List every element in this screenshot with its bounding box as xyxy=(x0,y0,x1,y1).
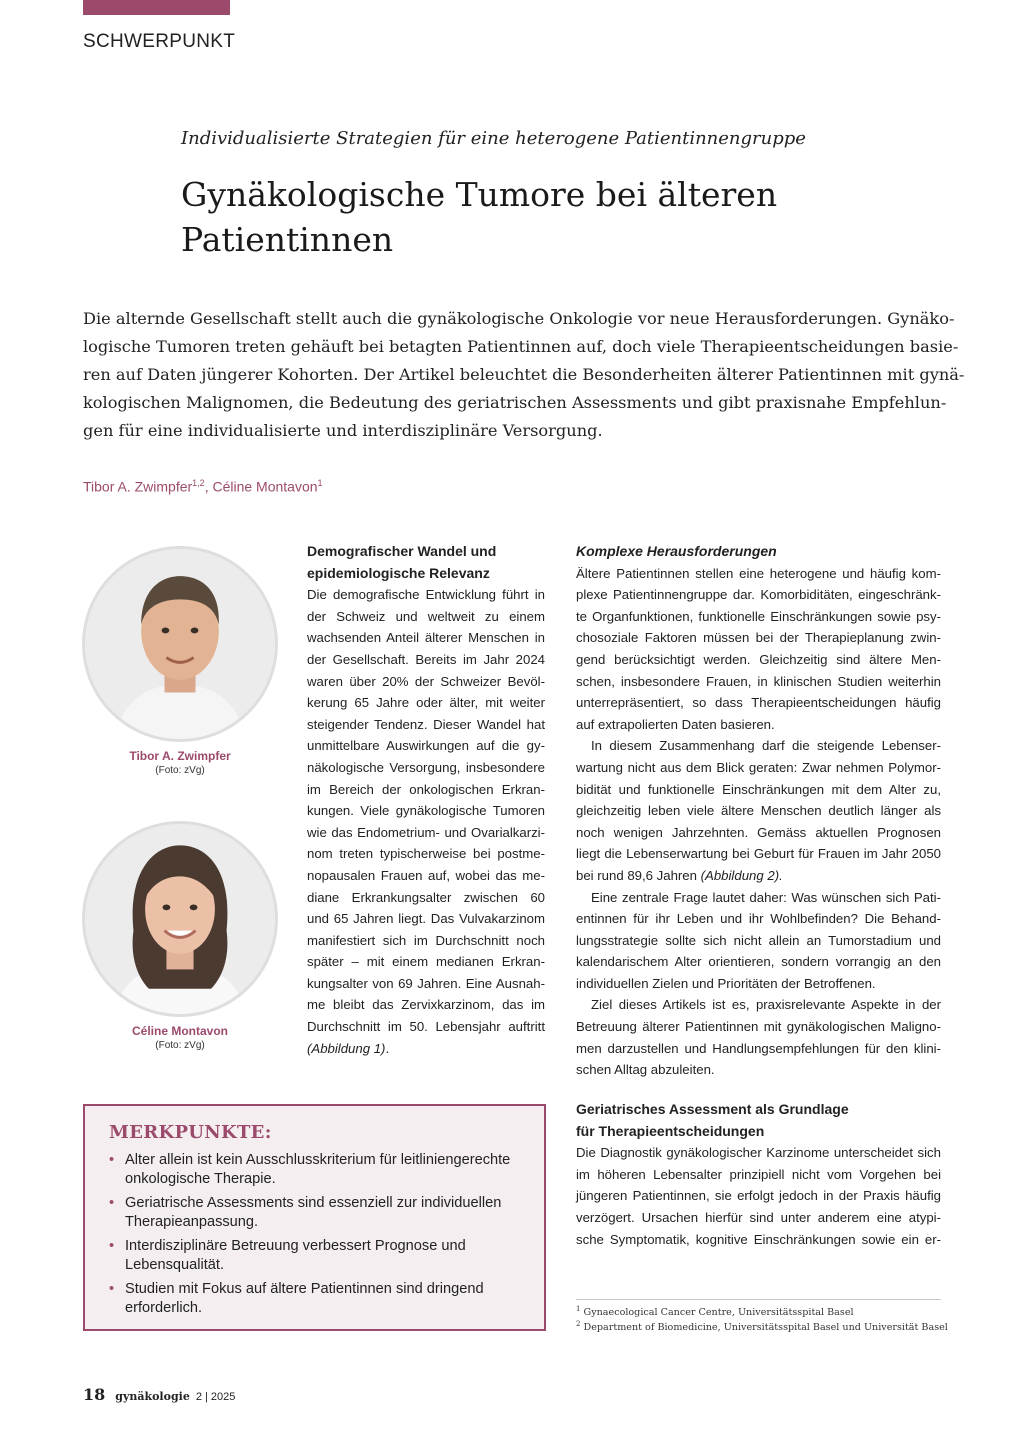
body-line: jüngeren Patientinnen, sie erfolgt jedoch in der Praxis häufig xyxy=(576,1188,941,1204)
list-item xyxy=(109,1151,526,1189)
lead-line: gen für eine individualisierte und interdisziplinäre Versorgung. xyxy=(83,421,603,440)
body-line: nopausalen Frauen auf, wobei das me- xyxy=(307,867,545,883)
lead-line: Die alternde Gesellschaft stellt auch die gynäkologische Onkologie vor neue Herausforderungen. Gynäko- xyxy=(83,309,955,328)
page-number: 18 xyxy=(83,1385,106,1404)
footnote-divider xyxy=(576,1299,941,1300)
list-item xyxy=(109,1237,526,1275)
section-heading: Geriatrisches Assessment als Grundlage xyxy=(576,1101,849,1117)
body-line: nom treten typischerweise bei postme- xyxy=(307,846,545,862)
body-line: unterrepräsentiert, so dass Therapieentscheidungen häufig xyxy=(576,695,941,711)
article-authors xyxy=(83,478,323,495)
body-line: Die Diagnostik gynäkologischer Karzinome unterscheidet sich xyxy=(576,1145,941,1161)
portrait-caption-name: Tibor A. Zwimpfer xyxy=(129,749,231,763)
footnote-marker: 2 xyxy=(576,1320,581,1328)
title-line: Patientinnen xyxy=(181,220,394,259)
portrait-caption-credit: (Foto: zVg) xyxy=(155,1040,205,1051)
body-line: lungsstrategie sollte sich nicht allein an Tumorstadium und xyxy=(576,932,941,948)
author-name: Tibor A. Zwimpfer xyxy=(83,478,193,495)
body-line: gend berücksichtigt werden. Gleichzeitig sind ältere Men- xyxy=(576,651,941,667)
body-line: bidität und funktionelle Einschränkungen mit dem Alter zu, xyxy=(576,781,941,797)
list-item xyxy=(109,1280,526,1318)
key-points-box xyxy=(83,1104,546,1331)
article-kicker: Individualisierte Strategien für eine heterogene Patientinnengruppe xyxy=(181,128,806,149)
lead-line: logische Tumoren treten gehäuft bei betagten Patientinnen auf, doch viele Therapieentscheidungen basie- xyxy=(83,337,959,356)
body-line: individuellen Zielen und Prioritäten der Betroffenen. xyxy=(576,975,876,991)
body-line: später – mit einem medianen Erkran- xyxy=(307,954,545,970)
author-portrait-zwimpfer xyxy=(82,546,278,742)
page-footer xyxy=(83,1385,235,1404)
body-line: entinnen für ihr Leben und ihr Wohlbefinden? Die Behand- xyxy=(576,911,941,927)
list-item xyxy=(109,1194,526,1232)
bullet-icon: • xyxy=(109,1195,115,1211)
footnote-marker: 1 xyxy=(576,1305,581,1313)
body-line: plexe Patientinnengruppe dar. Komorbiditäten, eingeschränk- xyxy=(576,587,941,603)
article-title xyxy=(181,172,881,262)
lead-line: kologischen Malignomen, die Bedeutung des geriatrischen Assessments und gibt praxisnahe Empfehlun- xyxy=(83,393,947,412)
body-line: der Gesellschaft. Bereits im Jahr 2024 xyxy=(307,651,545,667)
journal-name: gynäkologie xyxy=(115,1390,190,1403)
footnote-text: Department of Biomedicine, Universitätsspital Basel und Universität Basel xyxy=(583,1322,948,1334)
key-point-text: Alter allein ist kein Ausschlusskriterium für leitliniengerechte onkologische Therapie. xyxy=(125,1152,511,1187)
portrait-caption-name: Céline Montavon xyxy=(131,1024,228,1038)
body-line: diane Erkrankungsalter zwischen 60 xyxy=(307,889,545,905)
portrait-caption-credit: (Foto: zVg) xyxy=(155,765,205,776)
body-line xyxy=(576,865,941,887)
lead-line: ren auf Daten jüngerer Kohorten. Der Artikel beleuchtet die Besonderheiten älterer Patientinnen mit gynä- xyxy=(83,365,965,384)
bullet-icon: • xyxy=(109,1281,115,1297)
footnote xyxy=(576,1320,948,1333)
section-heading: für Therapieentscheidungen xyxy=(576,1122,765,1139)
body-line: unmittelbare Auswirkungen auf die gy- xyxy=(307,738,545,754)
body-line: kungsalter von 69 Jahren. Eine Ausnah- xyxy=(307,975,545,991)
portrait-female-icon xyxy=(85,824,275,1014)
body-line: und 65 Jahren liegt. Das Vulvakarzinom xyxy=(307,911,545,927)
body-line: te Organfunktionen, funktionelle Einschränkungen sowie psy- xyxy=(576,608,941,624)
body-line: Die demografische Entwicklung führt in xyxy=(307,587,545,603)
text-column-1 xyxy=(307,541,545,1059)
body-text: bei rund 89,6 Jahren xyxy=(576,867,701,883)
author-name: Céline Montavon xyxy=(212,478,318,495)
figure-reference[interactable]: (Abbildung 1) xyxy=(307,1040,386,1056)
body-line: auf extrapolierten Daten basieren. xyxy=(576,716,775,732)
body-line: kungen. Viele gynäkologische Tumoren xyxy=(307,803,545,819)
body-line: In diesem Zusammenhang darf die steigende Lebenser- xyxy=(591,738,941,754)
body-line: sche Symptomatik, kognitive Einschränkungen sowie ein er- xyxy=(576,1231,941,1247)
body-line: wie das Endometrium- und Ovarialkarzi- xyxy=(307,824,545,840)
footnote xyxy=(576,1305,854,1318)
journal-issue: 2 | 2025 xyxy=(195,1391,236,1403)
body-text: . xyxy=(385,1040,390,1056)
key-point-text: Studien mit Fokus auf ältere Patientinnen sind dringend erforderlich. xyxy=(125,1281,484,1316)
section-heading: Komplexe Herausforderungen xyxy=(576,543,777,559)
author-affiliation: 1 xyxy=(317,478,323,488)
body-line: verzögert. Ursachen hierfür sind unter anderem eine atypi- xyxy=(576,1209,941,1225)
portrait-male-icon xyxy=(85,549,275,739)
body-line: men darzustellen und Handlungsempfehlungen für den klini- xyxy=(576,1040,941,1056)
body-line: der Schweiz und weltweit zu einem xyxy=(307,608,545,624)
title-line: Gynäkologische Tumore bei älteren xyxy=(181,175,778,214)
author-separator: , xyxy=(204,478,213,495)
section-color-bar xyxy=(83,0,230,15)
body-line: liegt die Lebenserwartung bei Geburt für Frauen im Jahr 2050 xyxy=(576,846,941,862)
footnote-text: Gynaecological Cancer Centre, Universitätsspital Basel xyxy=(583,1307,854,1319)
bullet-icon: • xyxy=(109,1238,115,1254)
body-line: gleichzeitig leben viele ältere Menschen deutlich länger als xyxy=(576,803,941,819)
body-line xyxy=(307,1038,545,1060)
article-lead xyxy=(83,305,965,445)
body-line: noch wenigen Jahrzehnten. Gemäss aktuellen Prognosen xyxy=(576,824,941,840)
body-line: steigender Tendenz. Dieser Wandel hat xyxy=(307,716,545,732)
body-line: schen Alltag abzuleiten. xyxy=(576,1062,715,1078)
author-portrait-montavon xyxy=(82,821,278,1017)
body-line: wachsenden Anteil älterer Menschen in xyxy=(307,630,545,646)
body-line: waren über 20% der Schweizer Bevöl- xyxy=(307,673,545,689)
body-line: näkologische Versorgung, insbesondere xyxy=(307,759,545,775)
key-points-title: MERKPUNKTE: xyxy=(109,1122,272,1143)
body-line: kalendarischem Alter orientieren, sondern vorrangig an den xyxy=(576,954,941,970)
body-line: Eine zentrale Frage lautet daher: Was wünschen sich Pati- xyxy=(591,889,941,905)
key-point-text: Geriatrische Assessments sind essenziell zur individuellen Therapieanpassung. xyxy=(125,1195,502,1230)
key-points-list xyxy=(109,1151,526,1318)
body-line: wartung nicht aus dem Blick geraten: Zwar nehmen Polymor- xyxy=(576,759,941,775)
section-label: SCHWERPUNKT xyxy=(83,31,236,52)
body-line: Ältere Patientinnen stellen eine heterogene und häufig kom- xyxy=(576,565,941,581)
figure-reference[interactable]: (Abbildung 2). xyxy=(700,867,783,883)
body-line: Ziel dieses Artikels ist es, praxisrelevante Aspekte in der xyxy=(591,997,941,1013)
key-point-text: Interdisziplinäre Betreuung verbessert Prognose und Lebensqualität. xyxy=(125,1238,466,1273)
body-line: schen, insbesondere Frauen, in klinischen Studien weiterhin xyxy=(576,673,941,689)
body-line: Betreuung älterer Patientinnen mit gynäkologischen Maligno- xyxy=(576,1019,941,1035)
section-heading: Demografischer Wandel und xyxy=(307,543,497,559)
text-column-2 xyxy=(576,541,941,1081)
section-heading: epidemiologische Relevanz xyxy=(307,564,490,581)
body-line: im höheren Lebensalter prinzipiell nicht vom Vorgehen bei xyxy=(576,1166,941,1182)
body-line: manifestiert sich im Durchschnitt noch xyxy=(307,932,545,948)
body-line: Durchschnitt im 50. Lebensjahr auftritt xyxy=(307,1019,545,1035)
text-column-3 xyxy=(576,1099,941,1250)
body-line: me bleibt das Zervixkarzinom, das im xyxy=(307,997,545,1013)
body-line: kerung 65 Jahre oder älter, mit weiter xyxy=(307,695,545,711)
bullet-icon: • xyxy=(109,1152,115,1168)
author-affiliation: 1,2 xyxy=(192,478,205,488)
body-line: im Bereich der onkologischen Erkran- xyxy=(307,781,545,797)
body-line: chosoziale Faktoren müssen bei der Therapieplanung zwin- xyxy=(576,630,941,646)
